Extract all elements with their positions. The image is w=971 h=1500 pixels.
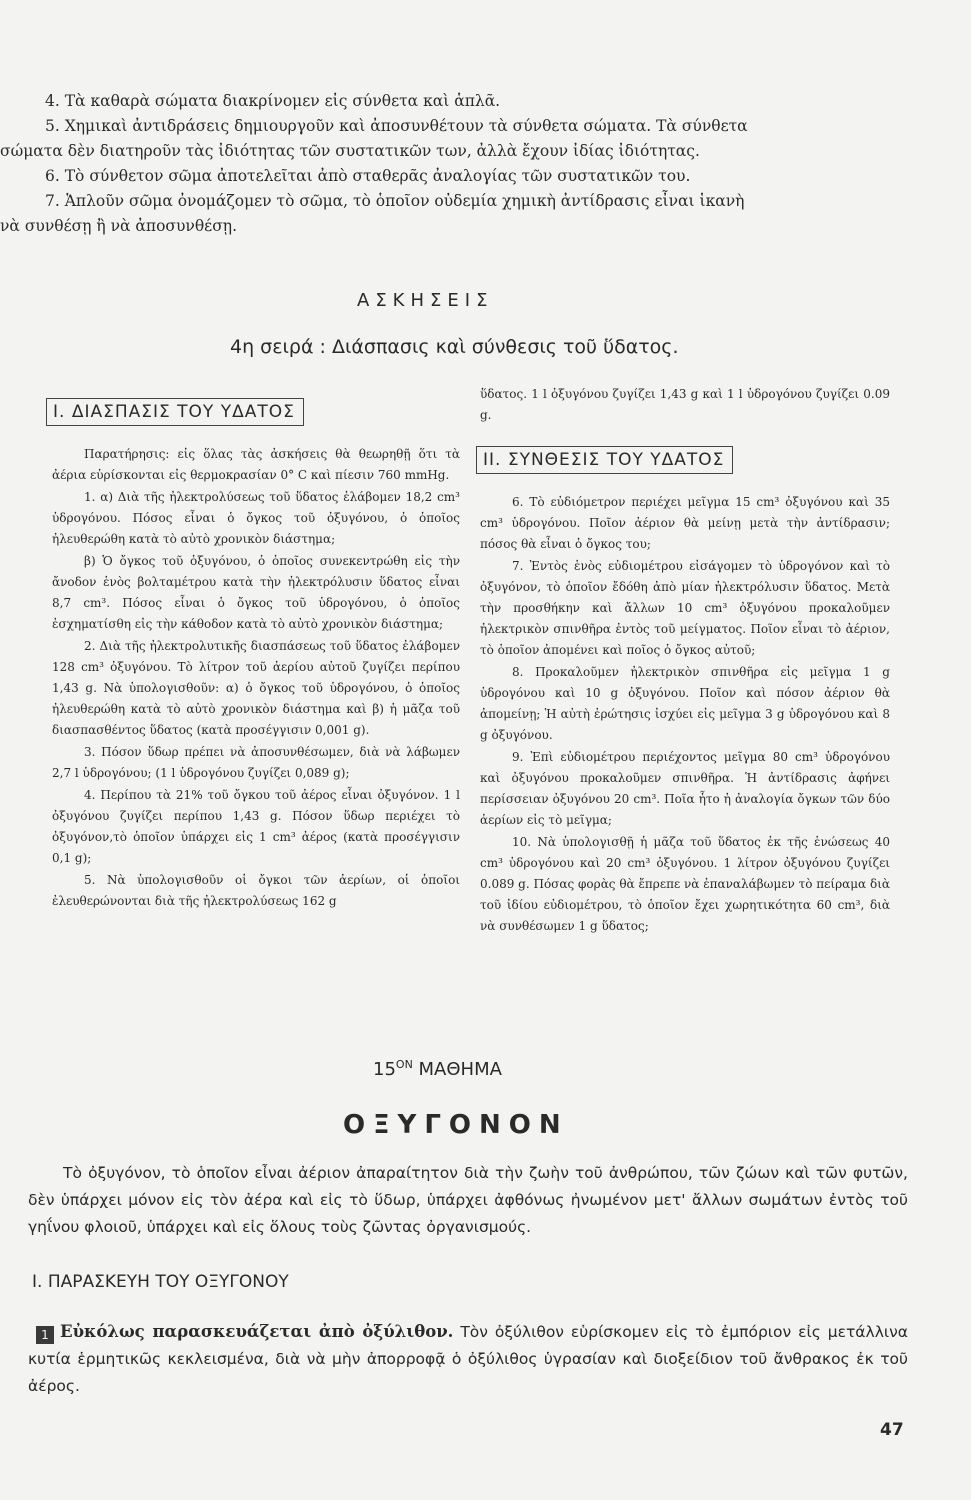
summary-item: 7. Ἁπλοῦν σῶμα ὀνομάζομεν τὸ σῶμα, τὸ ὁποῖον οὐδεμία χημικὴ ἀντίδρασις εἶναι ἱκανὴ bbox=[45, 192, 745, 210]
summary-item: σώματα δὲν διατηροῦν τὰς ἰδιότητας τῶν συστατικῶν των, ἀλλὰ ἔχουν ἰδίας ἰδιότητας. bbox=[0, 142, 700, 160]
section-heading-preparation: Ι. ΠΑΡΑΣΚΕΥΗ ΤΟΥ ΟΞΥΓΟΝΟΥ bbox=[32, 1272, 289, 1292]
section-heading-synthesis: ΙΙ. ΣΥΝΘΕΣΙΣ ΤΟΥ ΥΔΑΤΟΣ bbox=[476, 446, 733, 474]
chapter-title: ΟΞΥΓΟΝΟΝ bbox=[343, 1110, 569, 1140]
exercise-paragraph: 9. Ἐπὶ εὐδιομέτρου περιέχοντος μεῖγμα 80 cm³ ὑδρογόνου καὶ ὀξυγόνου προκαλοῦμεν σπινθῆρα. Ἡ ἀντίδρασις ἀφήνει περίσσειαν ὀξυγόνου 20 cm³. Ποῖα ἦτο ἡ ἀναλογία ὄγκων τῶν δύο ἀερίων εἰς τὸ μεῖγμα; bbox=[480, 750, 890, 827]
lesson-word: ΜΑΘΗΜΑ bbox=[418, 1059, 502, 1080]
exercise-continuation: ὕδατος. 1 l ὀξυγόνου ζυγίζει 1,43 g καὶ 1 l ὑδρογόνου ζυγίζει 0.09 g. bbox=[480, 387, 890, 422]
intro-summary bbox=[0, 90, 900, 240]
exercises-heading: ΑΣΚΗΣΕΙΣ bbox=[357, 290, 494, 311]
summary-item: νὰ συνθέσῃ ἢ νὰ ἀποσυνθέσῃ. bbox=[0, 217, 237, 235]
exercise-paragraph: 3. Πόσον ὕδωρ πρέπει νὰ ἀποσυνθέσωμεν, διὰ νὰ λάβωμεν 2,7 l ὑδρογόνου; (1 l ὑδρογόνου ζυγίζει 0,089 g); bbox=[52, 745, 460, 780]
section-heading-decomposition: Ι. ΔΙΑΣΠΑΣΙΣ ΤΟΥ ΥΔΑΤΟΣ bbox=[46, 398, 304, 426]
page-number: 47 bbox=[880, 1420, 904, 1440]
preparation-lead: Εὐκόλως παρασκευάζεται ἀπὸ ὀξύλιθον. bbox=[60, 1322, 454, 1341]
lesson-number: 15 bbox=[373, 1059, 396, 1080]
exercise-paragraph: 10. Νὰ ὑπολογισθῇ ἡ μᾶζα τοῦ ὕδατος ἐκ τῆς ἑνώσεως 40 cm³ ὑδρογόνου καὶ 20 cm³ ὀξυγόνου. 1 λίτρον ὀξυγόνου ζυγίζει 0.089 g. Πόσας φορὰς θὰ ἔπρεπε νὰ ἐπαναλάβωμεν τὸ πείραμα διὰ τοῦ ἰδίου εὐδιομέτρου, τὸ ὁποῖον ἔχει χωρητικότητα 60 cm³, διὰ νὰ συνθέσωμεν 1 g ὕδατος; bbox=[480, 835, 890, 933]
chapter-intro bbox=[28, 1160, 908, 1241]
exercise-paragraph: 8. Προκαλοῦμεν ἠλεκτρικὸν σπινθῆρα εἰς μεῖγμα 1 g ὑδρογόνου καὶ 10 g ὀξυγόνου. Ποῖον καὶ πόσον ἀέριον θὰ ἀπομείνῃ; Ἡ αὐτὴ ἐρώτησις ἰσχύει εἰς μεῖγμα 3 g ὑδρογόνου καὶ 8 g ὀξυγόνου. bbox=[480, 665, 890, 742]
chapter-intro-text: Τὸ ὀξυγόνον, τὸ ὁποῖον εἶναι ἀέριον ἀπαραίτητον διὰ τὴν ζωὴν τοῦ ἀνθρώπου, τῶν ζώων καὶ τῶν φυτῶν, δὲν ὑπάρχει μόνον εἰς τὸν ἀέρα καὶ εἰς τὸ ὕδωρ, ὑπάρχει ἀφθόνως ἠνωμένον μετ' ἄλλων σωμάτων ἐντὸς τοῦ γηΐνου φλοιοῦ, ὑπάρχει καὶ εἰς ὅλους τοὺς ζῶντας ὀργανισμούς. bbox=[28, 1164, 908, 1236]
exercise-paragraph: 4. Περίπου τὰ 21% τοῦ ὄγκου τοῦ ἀέρος εἶναι ὀξυγόνον. 1 l ὀξυγόνου ζυγίζει περίπου 1,43 g. Πόσον ὕδωρ περιέχει τὸ ὀξυγόνον,τὸ ὁποῖον ὑπάρχει εἰς 1 cm³ ἀέρος (κατὰ προσέγγισιν 0,1 g); bbox=[52, 788, 460, 865]
summary-item: 6. Τὸ σύνθετον σῶμα ἀποτελεῖται ἀπὸ σταθερᾶς ἀναλογίας τῶν συστατικῶν του. bbox=[45, 167, 691, 185]
exercise-paragraph: Παρατήρησις: εἰς ὅλας τὰς ἀσκήσεις θὰ θεωρηθῇ ὅτι τὰ ἀέρια εὑρίσκονται εἰς θερμοκρασίαν 0° C καὶ πίεσιν 760 mmHg. bbox=[52, 447, 460, 482]
exercise-paragraph: 1. α) Διὰ τῆς ἠλεκτρολύσεως τοῦ ὕδατος ἐλάβομεν 18,2 cm³ ὑδρογόνου. Πόσος εἶναι ὁ ὄγκος τοῦ ὀξυγόνου, ὁ ὁποῖος ἠλευθερώθη κατὰ τὸ αὐτὸ χρονικὸν διάστημα; bbox=[52, 490, 460, 546]
summary-item: 5. Χημικαὶ ἀντιδράσεις δημιουργοῦν καὶ ἀποσυνθέτουν τὰ σύνθετα σώματα. Τὰ σύνθετα bbox=[45, 117, 748, 135]
exercise-paragraph: 6. Τὸ εὐδιόμετρον περιέχει μεῖγμα 15 cm³ ὀξυγόνου καὶ 35 cm³ ὑδρογόνου. Ποῖον ἀέριον θὰ μείνῃ μετὰ τὴν ἀντίδρασιν; πόσος θὰ εἶναι ὁ ὄγκος του; bbox=[480, 495, 890, 551]
preparation-text: Τὸν ὀξύλιθον εὑρίσκομεν εἰς τὸ ἐμπόριον εἰς μετάλλινα κυτία ἑρμητικῶς κεκλεισμένα, διὰ νὰ μὴν ἀπορροφᾷ ὁ ὀξύλιθος ὑγρασίαν καὶ διοξείδιον τοῦ ἄνθρακος ἐκ τοῦ ἀέρος. bbox=[28, 1323, 908, 1395]
exercise-paragraph: β) Ὁ ὄγκος τοῦ ὀξυγόνου, ὁ ὁποῖος συνεκεντρώθη εἰς τὴν ἄνοδον ἑνὸς βολταμέτρου κατὰ τὴν ἠλεκτρόλυσιν ὕδατος εἶναι 8,7 cm³. Πόσος εἶναι ὁ ὄγκος τοῦ ὑδρογόνου, ὁ ὁποῖος ἐσχηματίσθη εἰς τὴν κάθοδον κατὰ τὸ αὐτὸ χρονικὸν διάστημα; bbox=[52, 554, 460, 631]
lesson-suffix: ΟΝ bbox=[395, 1058, 413, 1071]
exercise-paragraph: 7. Ἐντὸς ἑνὸς εὐδιομέτρου εἰσάγομεν τὸ ὑδρογόνον καὶ τὸ ὀξυγόνον, τὸ ὁποῖον ἔδόθη ἀπὸ μίαν ἠλεκτρόλυσιν ὕδατος. Μετὰ τὴν προσθήκην καὶ ἄλλων 10 cm³ ὀξυγόνου προκαλοῦμεν ἠλεκτρικὸν σπινθῆρα ἐντὸς τοῦ μείγματος. Ποῖον εἶναι τὸ ἀέριον, τὸ ὁποῖον ἀπομένει καὶ ποῖος ὁ ὄγκος αὐτοῦ; bbox=[480, 559, 890, 657]
exercise-paragraph: 5. Νὰ ὑπολογισθοῦν οἱ ὄγκοι τῶν ἀερίων, οἱ ὁποῖοι ἐλευθερώνονται διὰ τῆς ἠλεκτρολύσεως 162 g bbox=[52, 873, 460, 908]
right-column bbox=[480, 384, 890, 938]
series-title: 4η σειρά : Διάσπασις καὶ σύνθεσις τοῦ ὕδατος. bbox=[230, 336, 679, 358]
left-column bbox=[52, 398, 460, 913]
exercise-paragraph: 2. Διὰ τῆς ἠλεκτρολυτικῆς διασπάσεως τοῦ ὕδατος ἐλάβομεν 128 cm³ ὀξυγόνου. Τὸ λίτρον τοῦ ἀερίου αὐτοῦ ζυγίζει περίπου 1,43 g. Νὰ ὑπολογισθοῦν: α) ὁ ὄγκος τοῦ ὑδρογόνου, ὁ ὁποῖος ἠλευθερώθη κατὰ τὸ αὐτὸ χρονικὸν διάστημα καὶ β) ἡ μᾶζα τοῦ διασπασθέντος ὕδατος (κατὰ προσέγγισιν 0,001 g). bbox=[52, 639, 460, 737]
lesson-heading bbox=[373, 1058, 573, 1080]
preparation-paragraph bbox=[28, 1318, 908, 1400]
numbered-square-bullet: 1 bbox=[36, 1326, 54, 1344]
summary-item: 4. Τὰ καθαρὰ σώματα διακρίνομεν εἰς σύνθετα καὶ ἁπλᾶ. bbox=[45, 92, 501, 110]
